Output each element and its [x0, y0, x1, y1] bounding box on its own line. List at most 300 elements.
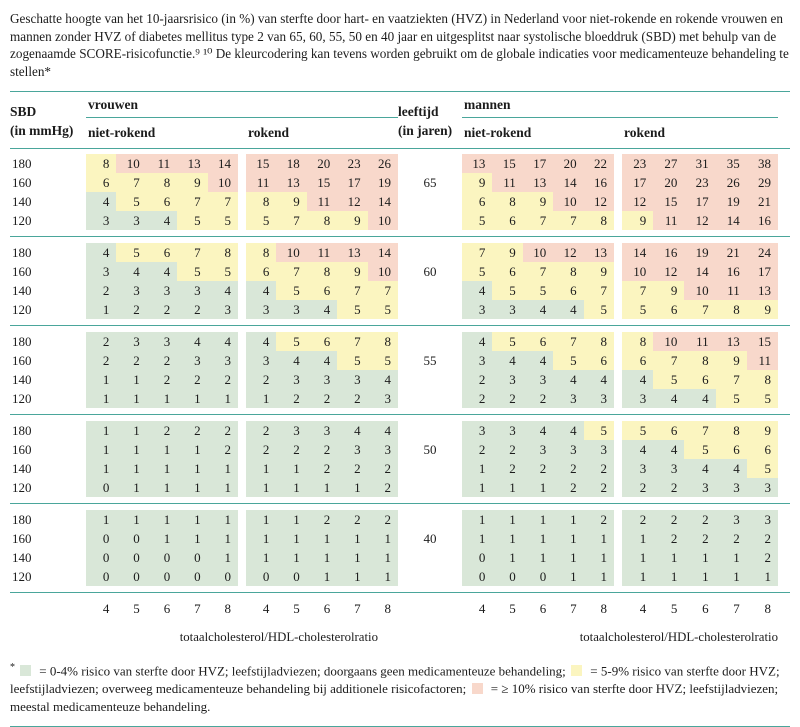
women-smoking-label: rokend [248, 124, 290, 140]
risk-table-body [10, 154, 790, 618]
risk-cell: 3 [116, 332, 146, 351]
risk-cell: 1 [246, 389, 276, 408]
risk-cell: 1 [492, 529, 522, 548]
women-non-smoking-group [86, 262, 238, 281]
sbd-value: 160 [12, 174, 32, 190]
table-row [10, 370, 790, 389]
men-smoking-group [622, 300, 778, 319]
risk-cell: 2 [523, 389, 553, 408]
risk-cell: 3 [653, 459, 684, 478]
women-non-smoking-group [86, 243, 238, 262]
men-non-smoking-label: niet-rokend [464, 124, 532, 140]
men-non-smoking-group [462, 459, 614, 478]
risk-cell: 12 [553, 243, 583, 262]
risk-cell: 8 [307, 262, 337, 281]
risk-cell: 5 [716, 389, 747, 408]
men-non-smoking-group [462, 421, 614, 440]
men-smoking-group [622, 262, 778, 281]
sbd-value: 160 [12, 352, 32, 368]
women-smoking-group [246, 351, 398, 370]
risk-cell: 3 [492, 421, 522, 440]
top-divider [10, 91, 790, 92]
risk-cell: 14 [553, 173, 583, 192]
risk-cell: 1 [116, 440, 146, 459]
risk-cell: 3 [684, 478, 715, 497]
table-row [10, 300, 790, 319]
risk-cell: 5 [368, 351, 398, 370]
block-divider [10, 414, 790, 415]
table-caption: Geschatte hoogte van het 10-jaarsrisico (in %) van sterfte door hart- en vaatziekten (HVZ) in Nederland voor niet-rokende en rokende vrouwen en mannen zonder HVZ of diabetes mellitus type 2 van 65, 60, 55, 50 en 40 jaar en uitgesplitst naar systolische bloeddruk (SBD) met behulp van de zogenaamde SCORE-risicofunctie.⁹ ¹⁰ De kleurcodering kan tevens worden gebruikt om de globale indicaties voor medicamenteuze behandeling te stellen* [10, 11, 789, 80]
risk-cell: 8 [747, 370, 778, 389]
women-smoking-group [246, 370, 398, 389]
risk-cell: 2 [492, 389, 522, 408]
risk-cell: 1 [116, 459, 146, 478]
table-row [10, 262, 790, 281]
risk-cell: 2 [553, 478, 583, 497]
ratio-tick: 7 [570, 600, 577, 616]
risk-cell: 6 [86, 173, 116, 192]
risk-cell: 8 [147, 173, 177, 192]
column-gap [238, 389, 246, 408]
risk-cell: 13 [523, 173, 553, 192]
risk-cell: 1 [553, 548, 583, 567]
column-gap [238, 243, 246, 262]
men-non-smoking-group [462, 211, 614, 230]
risk-cell: 10 [368, 211, 398, 230]
women-non-smoking-group [86, 192, 238, 211]
risk-cell: 0 [177, 567, 207, 586]
risk-cell: 4 [553, 300, 583, 319]
women-smoking-group [246, 599, 398, 618]
risk-cell: 6 [584, 351, 614, 370]
sbd-value: 120 [12, 301, 32, 317]
risk-cell: 1 [523, 529, 553, 548]
risk-cell: 3 [276, 300, 306, 319]
risk-cell: 3 [747, 510, 778, 529]
risk-cell: 13 [747, 281, 778, 300]
risk-cell: 3 [276, 421, 306, 440]
risk-cell: 1 [86, 421, 116, 440]
risk-cell: 3 [462, 421, 492, 440]
men-smoking-group [622, 510, 778, 529]
risk-cell: 19 [716, 192, 747, 211]
risk-cell: 20 [553, 154, 583, 173]
risk-cell: 6 [492, 211, 522, 230]
age-axis-line2: (in jaren) [398, 122, 453, 138]
risk-cell: 8 [584, 332, 614, 351]
risk-cell: 2 [116, 351, 146, 370]
risk-cell: 16 [653, 243, 684, 262]
column-gap [614, 478, 622, 497]
risk-cell: 7 [653, 351, 684, 370]
women-non-smoking-group [86, 154, 238, 173]
column-gap [238, 173, 246, 192]
risk-cell: 11 [492, 173, 522, 192]
risk-cell: 1 [177, 459, 207, 478]
risk-cell: 1 [147, 389, 177, 408]
risk-cell: 1 [116, 478, 146, 497]
risk-cell: 7 [276, 211, 306, 230]
risk-cell: 7 [368, 281, 398, 300]
risk-cell: 4 [523, 351, 553, 370]
risk-cell: 5 [276, 332, 306, 351]
ratio-tick: 4 [639, 600, 647, 616]
risk-cell: 3 [622, 459, 653, 478]
risk-cell: 1 [177, 389, 207, 408]
women-smoking-group [246, 332, 398, 351]
column-gap [238, 332, 246, 351]
risk-cell: 15 [492, 154, 522, 173]
women-smoking-group [246, 173, 398, 192]
risk-cell: 23 [337, 154, 367, 173]
risk-cell: 4 [177, 332, 207, 351]
legend-text-green: = 0-4% risico van sterfte door HVZ; leefstijladviezen; doorgaans geen medicamenteuze behandeling; [39, 663, 566, 679]
risk-cell: 5 [276, 281, 306, 300]
age-value [398, 243, 462, 262]
block-divider [10, 236, 790, 237]
risk-cell: 13 [337, 243, 367, 262]
age-value: 40 [423, 530, 437, 546]
risk-cell: 4 [147, 262, 177, 281]
risk-cell: 10 [622, 262, 653, 281]
risk-cell: 1 [523, 478, 553, 497]
risk-cell: 2 [147, 421, 177, 440]
risk-cell: 14 [368, 192, 398, 211]
column-gap [614, 173, 622, 192]
risk-cell: 12 [622, 192, 653, 211]
men-non-smoking-group [462, 262, 614, 281]
risk-cell: 10 [523, 243, 553, 262]
risk-cell: 15 [246, 154, 276, 173]
column-gap [238, 548, 246, 567]
risk-cell: 5 [684, 440, 715, 459]
risk-cell: 21 [716, 243, 747, 262]
column-gap [238, 192, 246, 211]
risk-cell: 4 [523, 300, 553, 319]
sbd-value: 180 [12, 422, 32, 438]
risk-cell: 2 [86, 332, 116, 351]
sbd-value: 180 [12, 155, 32, 171]
risk-cell: 2 [208, 370, 238, 389]
risk-cell: 10 [553, 192, 583, 211]
column-gap [238, 440, 246, 459]
risk-cell: 2 [368, 459, 398, 478]
risk-cell: 2 [684, 529, 715, 548]
age-value: 50 [423, 441, 437, 457]
risk-cell: 3 [177, 351, 207, 370]
risk-cell: 1 [208, 510, 238, 529]
block-divider [10, 325, 790, 326]
women-smoking-group [246, 389, 398, 408]
risk-cell: 3 [523, 370, 553, 389]
column-gap [614, 154, 622, 173]
sbd-value: 120 [12, 212, 32, 228]
risk-cell: 10 [276, 243, 306, 262]
legend-swatch-yellow-icon [571, 665, 582, 676]
risk-cell: 2 [337, 510, 367, 529]
women-smoking-group [246, 281, 398, 300]
risk-cell: 4 [523, 421, 553, 440]
table-row [10, 154, 790, 173]
risk-cell: 8 [307, 211, 337, 230]
risk-cell: 26 [716, 173, 747, 192]
risk-cell: 1 [147, 440, 177, 459]
column-gap [614, 599, 622, 618]
risk-cell: 4 [462, 281, 492, 300]
risk-cell: 2 [337, 389, 367, 408]
risk-cell: 3 [492, 370, 522, 389]
risk-cell: 1 [716, 548, 747, 567]
legend-footnote-marker: * [10, 661, 15, 673]
risk-cell: 7 [584, 281, 614, 300]
risk-cell: 10 [653, 332, 684, 351]
women-smoking-group [246, 154, 398, 173]
risk-cell: 2 [147, 300, 177, 319]
women-smoking-group [246, 211, 398, 230]
risk-cell: 7 [276, 262, 306, 281]
men-non-smoking-group [462, 192, 614, 211]
sbd-value: 180 [12, 244, 32, 260]
risk-cell: 2 [462, 389, 492, 408]
risk-cell: 4 [208, 281, 238, 300]
risk-cell: 5 [337, 300, 367, 319]
women-smoking-group [246, 567, 398, 586]
risk-cell: 3 [337, 370, 367, 389]
age-block-50 [10, 421, 790, 497]
risk-cell: 5 [747, 389, 778, 408]
risk-cell: 13 [584, 243, 614, 262]
risk-cell: 1 [208, 389, 238, 408]
risk-cell: 5 [653, 370, 684, 389]
risk-cell: 1 [86, 370, 116, 389]
risk-cell: 8 [246, 243, 276, 262]
women-non-smoking-group [86, 389, 238, 408]
age-block-65 [10, 154, 790, 230]
risk-cell: 0 [208, 567, 238, 586]
risk-cell: 16 [716, 262, 747, 281]
risk-cell: 9 [337, 262, 367, 281]
risk-cell: 6 [147, 243, 177, 262]
risk-cell: 4 [337, 421, 367, 440]
risk-cell: 11 [684, 332, 715, 351]
women-non-smoking-group [86, 599, 238, 618]
column-gap [238, 567, 246, 586]
risk-cell: 1 [462, 510, 492, 529]
risk-cell: 1 [684, 548, 715, 567]
risk-cell: 3 [584, 440, 614, 459]
risk-cell: 2 [684, 510, 715, 529]
women-header-group [86, 97, 398, 148]
risk-cell: 1 [116, 510, 146, 529]
risk-cell: 5 [747, 459, 778, 478]
risk-cell: 4 [368, 421, 398, 440]
column-gap [238, 211, 246, 230]
sbd-value: 120 [12, 390, 32, 406]
risk-cell: 9 [584, 262, 614, 281]
women-label: vrouwen [88, 96, 139, 112]
risk-cell: 5 [584, 300, 614, 319]
risk-cell: 1 [246, 529, 276, 548]
risk-cell: 1 [116, 389, 146, 408]
sbd-value: 140 [12, 282, 32, 298]
men-non-smoking-group [462, 389, 614, 408]
risk-cell: 1 [276, 459, 306, 478]
risk-cell: 7 [553, 211, 583, 230]
risk-cell: 4 [86, 243, 116, 262]
header-divider [10, 148, 790, 149]
column-gap [238, 421, 246, 440]
risk-cell: 9 [622, 211, 653, 230]
risk-cell: 10 [684, 281, 715, 300]
men-label: mannen [464, 96, 511, 112]
ratio-axis-labels [10, 630, 790, 645]
age-value [398, 300, 462, 319]
risk-cell: 35 [716, 154, 747, 173]
risk-cell: 1 [177, 440, 207, 459]
risk-cell: 3 [208, 351, 238, 370]
risk-cell: 2 [653, 478, 684, 497]
column-gap [238, 529, 246, 548]
risk-cell: 0 [177, 548, 207, 567]
risk-cell: 19 [368, 173, 398, 192]
risk-cell: 5 [177, 262, 207, 281]
risk-cell: 4 [462, 332, 492, 351]
women-non-smoking-label: niet-rokend [88, 124, 156, 140]
risk-cell: 17 [622, 173, 653, 192]
risk-cell: 1 [553, 510, 583, 529]
women-smoking-group [246, 421, 398, 440]
column-gap [614, 510, 622, 529]
risk-cell: 8 [716, 421, 747, 440]
risk-cell: 3 [716, 510, 747, 529]
risk-cell: 12 [584, 192, 614, 211]
women-smoking-group [246, 262, 398, 281]
risk-cell: 18 [276, 154, 306, 173]
table-row [10, 529, 790, 548]
column-gap [614, 440, 622, 459]
ratio-tick: 7 [194, 600, 201, 616]
men-smoking-group [622, 389, 778, 408]
risk-cell: 1 [147, 478, 177, 497]
risk-cell: 38 [747, 154, 778, 173]
column-gap [614, 351, 622, 370]
table-row [10, 478, 790, 497]
risk-cell: 5 [622, 421, 653, 440]
risk-cell: 7 [523, 262, 553, 281]
risk-cell: 2 [368, 510, 398, 529]
table-row [10, 548, 790, 567]
risk-cell: 1 [86, 389, 116, 408]
risk-cell: 7 [337, 281, 367, 300]
sbd-value: 120 [12, 479, 32, 495]
risk-cell: 2 [462, 370, 492, 389]
risk-cell: 6 [747, 440, 778, 459]
risk-cell: 1 [584, 567, 614, 586]
column-gap [614, 262, 622, 281]
risk-cell: 0 [523, 567, 553, 586]
ratio-tick: 6 [702, 600, 709, 616]
risk-cell: 4 [684, 459, 715, 478]
risk-cell: 5 [462, 262, 492, 281]
men-smoking-group [622, 281, 778, 300]
ratio-tick: 8 [384, 600, 391, 616]
risk-cell: 6 [653, 300, 684, 319]
risk-cell: 3 [716, 478, 747, 497]
women-smoking-group [246, 478, 398, 497]
table-row [10, 281, 790, 300]
risk-cell: 8 [208, 243, 238, 262]
risk-cell: 0 [116, 567, 146, 586]
men-non-smoking-group [462, 478, 614, 497]
risk-cell: 23 [684, 173, 715, 192]
table-row [10, 567, 790, 586]
risk-cell: 2 [553, 459, 583, 478]
risk-cell: 4 [584, 370, 614, 389]
risk-cell: 2 [177, 370, 207, 389]
risk-cell: 2 [147, 351, 177, 370]
legend [10, 661, 790, 716]
column-gap [238, 370, 246, 389]
ratio-tick-row [10, 599, 790, 618]
age-value [398, 211, 462, 230]
age-axis-label [398, 97, 462, 148]
risk-cell: 2 [276, 440, 306, 459]
risk-cell: 12 [684, 211, 715, 230]
risk-cell: 7 [523, 211, 553, 230]
risk-cell: 5 [462, 211, 492, 230]
risk-cell: 7 [177, 192, 207, 211]
risk-cell: 1 [246, 459, 276, 478]
risk-cell: 1 [337, 567, 367, 586]
risk-cell: 13 [276, 173, 306, 192]
risk-cell: 1 [684, 567, 715, 586]
women-non-smoking-group [86, 211, 238, 230]
risk-cell: 2 [307, 510, 337, 529]
risk-cell: 8 [86, 154, 116, 173]
risk-cell: 4 [116, 262, 146, 281]
risk-cell: 0 [86, 478, 116, 497]
risk-cell: 11 [307, 243, 337, 262]
column-gap [614, 243, 622, 262]
risk-cell: 11 [307, 192, 337, 211]
risk-cell: 11 [653, 211, 684, 230]
risk-cell: 5 [492, 281, 522, 300]
risk-cell: 4 [716, 459, 747, 478]
risk-cell: 4 [307, 300, 337, 319]
risk-cell: 2 [747, 548, 778, 567]
risk-cell: 3 [116, 211, 146, 230]
risk-cell: 1 [368, 567, 398, 586]
risk-cell: 1 [368, 548, 398, 567]
risk-cell: 6 [307, 281, 337, 300]
sbd-value: 180 [12, 511, 32, 527]
risk-cell: 31 [684, 154, 715, 173]
risk-cell: 7 [684, 300, 715, 319]
men-non-smoking-group [462, 332, 614, 351]
risk-cell: 1 [86, 440, 116, 459]
risk-cell: 3 [246, 300, 276, 319]
risk-cell: 15 [307, 173, 337, 192]
risk-cell: 17 [747, 262, 778, 281]
ratio-tick: 6 [163, 600, 171, 616]
risk-cell: 2 [307, 389, 337, 408]
risk-cell: 1 [492, 510, 522, 529]
men-smoking-group [622, 351, 778, 370]
risk-cell: 4 [653, 440, 684, 459]
men-non-smoking-group [462, 548, 614, 567]
column-gap [238, 281, 246, 300]
risk-cell: 20 [653, 173, 684, 192]
